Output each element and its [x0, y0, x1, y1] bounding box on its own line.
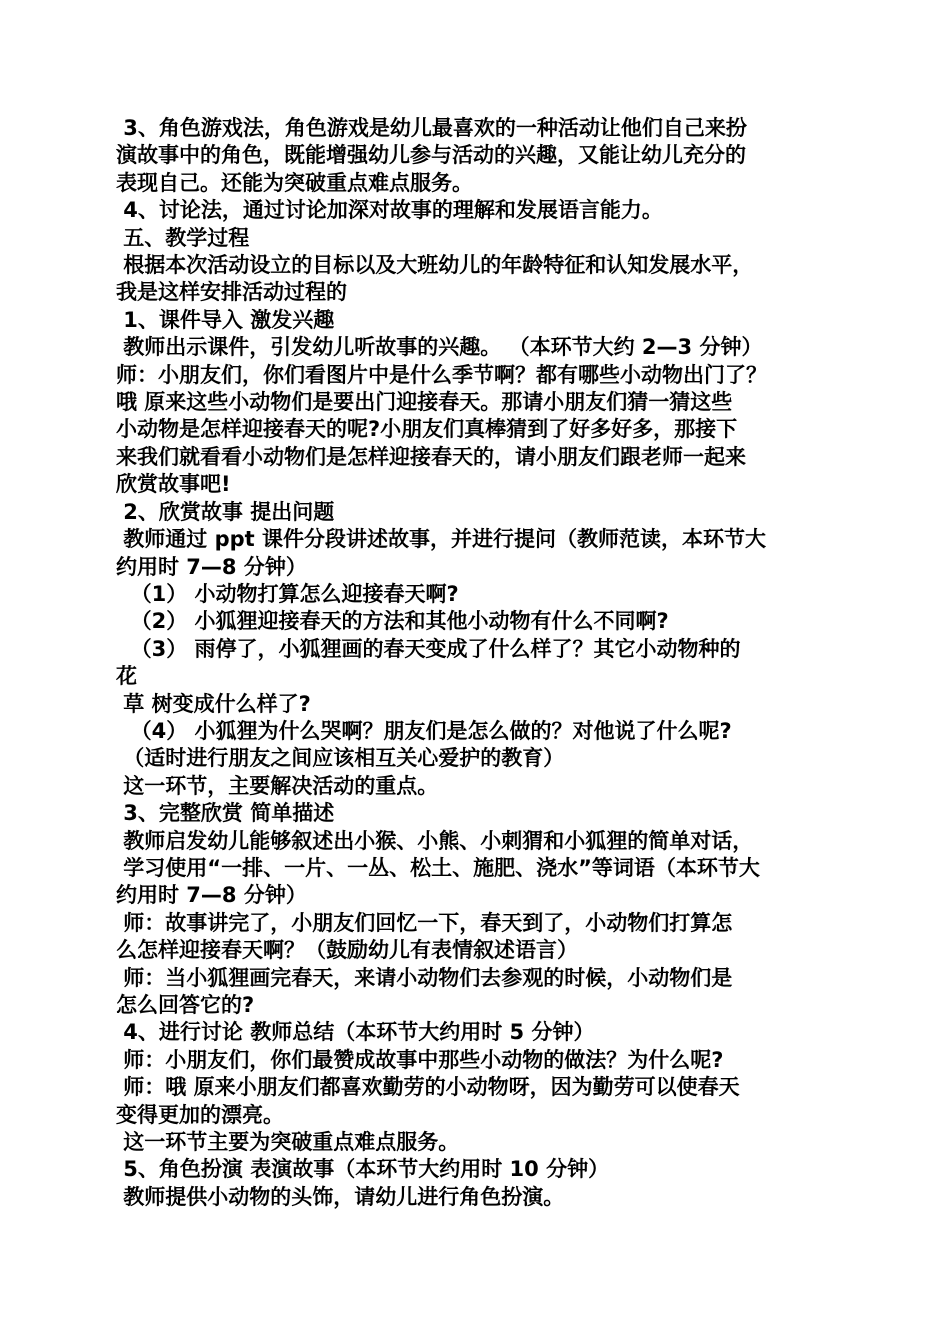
text-line: 4、讨论法，通过讨论加深对故事的理解和发展语言能力。	[116, 198, 663, 223]
document-body	[116, 115, 846, 1211]
question-item: （1） 小动物打算怎么迎接春天啊?	[116, 581, 459, 606]
text-line: 这一环节，主要解决活动的重点。	[116, 773, 439, 798]
text-line: 学习使用“一排、一片、一丛、松土、施肥、浇水”等词语（本环节大	[116, 855, 760, 880]
text-line: 我是这样安排活动过程的	[116, 280, 347, 305]
text-line: 3、角色游戏法，角色游戏是幼儿最喜欢的一种活动让他们自己来扮	[116, 116, 747, 140]
text-line: 教师启发幼儿能够叙述出小猴、小熊、小刺猬和小狐狸的简单对话，	[116, 828, 754, 853]
step-heading: 5、角色扮演 表演故事（本环节大约用时 10 分钟）	[116, 1157, 610, 1182]
text-line: 表现自己。还能为突破重点难点服务。	[116, 170, 473, 195]
text-line: 师：当小狐狸画完春天，来请小动物们去参观的时候，小动物们是	[116, 965, 733, 990]
step-heading: 4、进行讨论 教师总结（本环节大约用时 5 分钟）	[116, 1020, 595, 1045]
step-heading: 3、完整欣赏 简单描述	[116, 801, 335, 826]
text-line: 约用时 7—8 分钟）	[116, 883, 307, 908]
step-heading: 2、欣赏故事 提出问题	[116, 499, 335, 524]
text-line: （适时进行朋友之间应该相互关心爱护的教育）	[116, 746, 565, 771]
text-line: 小动物是怎样迎接春天的呢?小朋友们真棒猜到了好多好多，那接下	[116, 417, 738, 442]
question-item: （2） 小狐狸迎接春天的方法和其他小动物有什么不同啊?	[116, 609, 669, 634]
text-line: 变得更加的漂亮。	[116, 1102, 284, 1127]
text-line: 根据本次活动设立的目标以及大班幼儿的年龄特征和认知发展水平，	[116, 253, 754, 278]
text-line: 师：小朋友们，你们看图片中是什么季节啊？都有哪些小动物出门了？	[116, 362, 767, 387]
text-line: 师：小朋友们，你们最赞成故事中那些小动物的做法？为什么呢?	[116, 1047, 724, 1072]
text-line: 花	[116, 664, 137, 689]
text-line: 么怎样迎接春天啊？（鼓励幼儿有表情叙述语言）	[116, 938, 578, 963]
text-line: 草 树变成什么样了?	[116, 691, 311, 716]
text-line: 教师通过 ppt 课件分段讲述故事，并进行提问（教师范读，本环节大	[116, 527, 767, 552]
text-line: 教师提供小动物的头饰，请幼儿进行角色扮演。	[116, 1184, 565, 1209]
step-heading: 1、课件导入 激发兴趣	[116, 307, 335, 332]
text-line: 教师出示课件，引发幼儿听故事的兴趣。 （本环节大约 2—3 分钟）	[116, 335, 763, 360]
text-line: 怎么回答它的?	[116, 993, 255, 1017]
text-line: 哦 原来这些小动物们是要出门迎接春天。那请小朋友们猜一猜这些	[116, 390, 733, 415]
text-line: 欣赏故事吧!	[116, 472, 231, 497]
text-line: 来我们就看看小动物们是怎样迎接春天的，请小朋友们跟老师一起来	[116, 444, 746, 469]
text-line: 这一环节主要为突破重点难点服务。	[116, 1130, 460, 1155]
text-line: 演故事中的角色，既能增强幼儿参与活动的兴趣，又能让幼儿充分的	[116, 143, 746, 168]
question-item: （3） 雨停了，小狐狸画的春天变成了什么样了？其它小动物种的	[116, 636, 741, 661]
text-line: 师：故事讲完了，小朋友们回忆一下，春天到了，小动物们打算怎	[116, 910, 733, 935]
section-heading: 五、教学过程	[116, 225, 250, 250]
text-line: 约用时 7—8 分钟）	[116, 554, 307, 579]
question-item: （4） 小狐狸为什么哭啊？朋友们是怎么做的？对他说了什么呢?	[116, 718, 732, 743]
text-line: 师：哦 原来小朋友们都喜欢勤劳的小动物呀，因为勤劳可以使春天	[116, 1075, 740, 1100]
